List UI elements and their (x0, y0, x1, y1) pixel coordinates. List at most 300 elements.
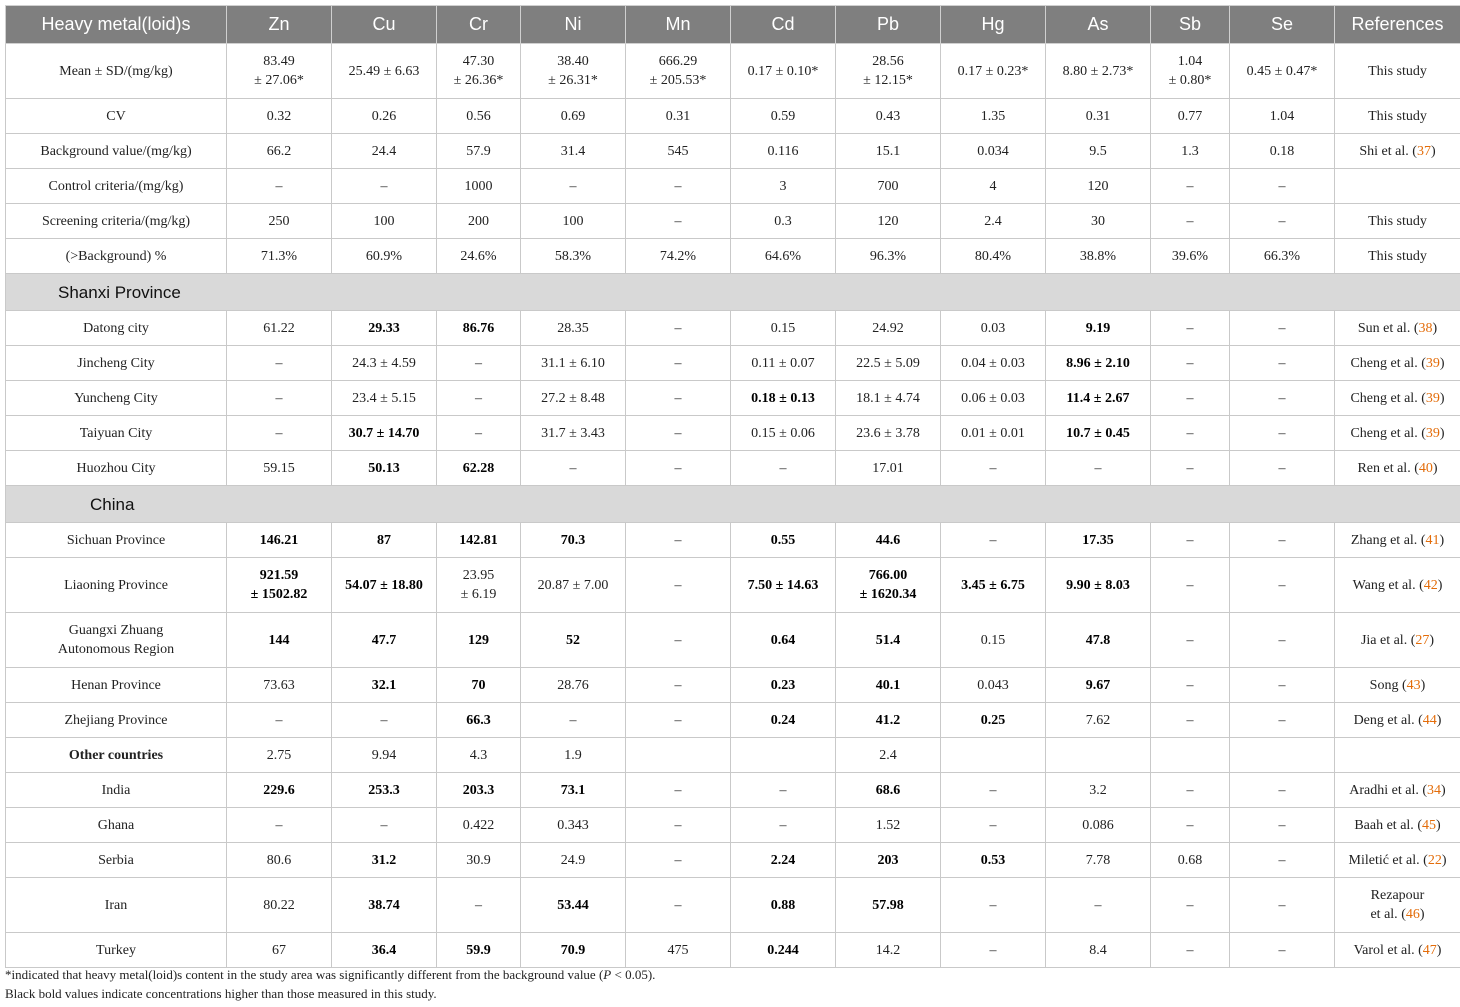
reference-cell: Aradhi et al. (34) (1335, 773, 1460, 808)
value-cell: 73.1 (521, 773, 626, 808)
row-label: India (6, 773, 227, 808)
value-cell: – (1046, 451, 1151, 486)
value-cell: 0.034 (941, 134, 1046, 169)
value-cell: 28.35 (521, 311, 626, 346)
value-cell: 31.7 ± 3.43 (521, 416, 626, 451)
table-row (6, 134, 1460, 169)
value-cell: 100 (521, 204, 626, 239)
value-cell: 0.32 (227, 99, 332, 134)
value-cell: 1000 (437, 169, 521, 204)
value-cell: 86.76 (437, 311, 521, 346)
value-cell: 62.28 (437, 451, 521, 486)
reference-link[interactable]: 34 (1427, 782, 1442, 798)
value-cell: 0.244 (731, 933, 836, 968)
value-cell: 4.3 (437, 738, 521, 773)
value-cell: – (521, 451, 626, 486)
value-cell: 0.55 (731, 523, 836, 558)
reference-cell: This study (1335, 99, 1460, 134)
value-cell: – (1151, 668, 1230, 703)
value-cell: – (1230, 346, 1335, 381)
reference-author: Deng et al. (1353, 712, 1415, 728)
value-cell: 18.1 ± 4.74 (836, 381, 941, 416)
value-cell: 24.92 (836, 311, 941, 346)
value-cell: 53.44 (521, 878, 626, 933)
value-cell: – (227, 346, 332, 381)
table-row (6, 416, 1460, 451)
footnote-significance: *indicated that heavy metal(loid)s content in the study area was significantly different from the background value (P < 0.05). (5, 967, 656, 982)
value-cell: – (941, 773, 1046, 808)
row-label: Serbia (6, 843, 227, 878)
value-cell: 70.9 (521, 933, 626, 968)
value-cell: 203 (836, 843, 941, 878)
row-label: Huozhou City (6, 451, 227, 486)
value-cell: – (1151, 381, 1230, 416)
value-cell: – (941, 523, 1046, 558)
value-cell: 129 (437, 613, 521, 668)
value-cell: 0.23 (731, 668, 836, 703)
row-label: CV (6, 99, 227, 134)
value-cell: 23.95 ± 6.19 (437, 558, 521, 613)
value-cell: 9.19 (1046, 311, 1151, 346)
value-cell: 28.76 (521, 668, 626, 703)
value-cell: 80.6 (227, 843, 332, 878)
row-label: Henan Province (6, 668, 227, 703)
value-cell: – (227, 169, 332, 204)
value-cell: – (941, 933, 1046, 968)
value-cell: 28.56 ± 12.15* (836, 44, 941, 99)
reference-link[interactable]: 37 (1416, 143, 1431, 159)
value-cell: – (1151, 558, 1230, 613)
value-cell: 74.2% (626, 239, 731, 274)
value-cell: 250 (227, 204, 332, 239)
value-cell: – (731, 808, 836, 843)
reference-cell: Deng et al. (44) (1335, 703, 1460, 738)
value-cell: – (1230, 613, 1335, 668)
value-cell: 0.422 (437, 808, 521, 843)
value-cell: 0.343 (521, 808, 626, 843)
table-row (6, 451, 1460, 486)
row-label: Guangxi Zhuang Autonomous Region (6, 613, 227, 668)
reference-author: Sun et al. (1357, 320, 1411, 336)
value-cell: 0.17 ± 0.23* (941, 44, 1046, 99)
value-cell: 9.67 (1046, 668, 1151, 703)
header-cell: Sb (1151, 6, 1230, 44)
value-cell: 0.53 (941, 843, 1046, 878)
value-cell: 80.22 (227, 878, 332, 933)
table-row (6, 703, 1460, 738)
metal-comparison-table-container (5, 5, 1455, 968)
value-cell: 0.15 ± 0.06 (731, 416, 836, 451)
value-cell: – (521, 169, 626, 204)
value-cell: 0.56 (437, 99, 521, 134)
reference-author: Shi et al. (1359, 143, 1409, 159)
value-cell: 17.01 (836, 451, 941, 486)
value-cell: 14.2 (836, 933, 941, 968)
value-cell: – (626, 613, 731, 668)
value-cell: 3 (731, 169, 836, 204)
value-cell: 0.59 (731, 99, 836, 134)
value-cell: – (626, 773, 731, 808)
value-cell: – (1151, 933, 1230, 968)
reference-cell: Miletić et al. (22) (1335, 843, 1460, 878)
reference-link[interactable]: 40 (1418, 460, 1433, 476)
table-body (6, 44, 1460, 968)
value-cell: 0.15 (731, 311, 836, 346)
reference-author: Baah et al. (1354, 817, 1414, 833)
value-cell: 47.30 ± 26.36* (437, 44, 521, 99)
value-cell: – (1230, 878, 1335, 933)
row-label: Iran (6, 878, 227, 933)
value-cell: – (1230, 558, 1335, 613)
value-cell: – (1151, 808, 1230, 843)
value-cell: – (1230, 668, 1335, 703)
reference-link[interactable]: 39 (1425, 355, 1440, 371)
value-cell: 31.4 (521, 134, 626, 169)
value-cell: 120 (1046, 169, 1151, 204)
reference-author: Cheng et al. (1350, 390, 1418, 406)
value-cell: 10.7 ± 0.45 (1046, 416, 1151, 451)
table-footnotes (5, 965, 1455, 1003)
value-cell: 1.04 (1230, 99, 1335, 134)
value-cell: 2.4 (941, 204, 1046, 239)
value-cell: 0.15 (941, 613, 1046, 668)
value-cell: 766.00 ± 1620.34 (836, 558, 941, 613)
value-cell: 30.9 (437, 843, 521, 878)
table-row (6, 523, 1460, 558)
value-cell: – (626, 703, 731, 738)
value-cell: 47.8 (1046, 613, 1151, 668)
value-cell: 54.07 ± 18.80 (332, 558, 437, 613)
value-cell: – (1230, 311, 1335, 346)
row-label: Jincheng City (6, 346, 227, 381)
value-cell (1230, 738, 1335, 773)
value-cell: 0.06 ± 0.03 (941, 381, 1046, 416)
value-cell: 57.9 (437, 134, 521, 169)
table-row (6, 738, 1460, 773)
value-cell: 24.9 (521, 843, 626, 878)
reference-link[interactable]: 41 (1425, 532, 1440, 548)
value-cell: 64.6% (731, 239, 836, 274)
header-cell: Se (1230, 6, 1335, 44)
value-cell: – (941, 808, 1046, 843)
reference-author: Miletić et al. (1348, 852, 1420, 868)
value-cell: – (1151, 311, 1230, 346)
reference-cell: Cheng et al. (39) (1335, 416, 1460, 451)
value-cell: – (1151, 169, 1230, 204)
value-cell: – (1151, 523, 1230, 558)
row-label: Control criteria/(mg/kg) (6, 169, 227, 204)
value-cell: 59.15 (227, 451, 332, 486)
value-cell: – (1230, 381, 1335, 416)
value-cell: 61.22 (227, 311, 332, 346)
value-cell: 142.81 (437, 523, 521, 558)
reference-cell: Jia et al. (27) (1335, 613, 1460, 668)
value-cell: – (227, 416, 332, 451)
value-cell: – (1151, 878, 1230, 933)
reference-cell: Zhang et al. (41) (1335, 523, 1460, 558)
value-cell: 27.2 ± 8.48 (521, 381, 626, 416)
table-row (6, 44, 1460, 99)
value-cell: – (1230, 204, 1335, 239)
value-cell: – (626, 381, 731, 416)
value-cell: 25.49 ± 6.63 (332, 44, 437, 99)
table-row (6, 773, 1460, 808)
value-cell: 1.3 (1151, 134, 1230, 169)
table-row (6, 843, 1460, 878)
value-cell: 17.35 (1046, 523, 1151, 558)
reference-author: Varol et al. (1353, 942, 1415, 958)
reference-link[interactable]: 44 (1422, 712, 1437, 728)
reference-cell: This study (1335, 44, 1460, 99)
value-cell: 32.1 (332, 668, 437, 703)
value-cell: 73.63 (227, 668, 332, 703)
value-cell: 1.04 ± 0.80* (1151, 44, 1230, 99)
value-cell: 71.3% (227, 239, 332, 274)
value-cell: 11.4 ± 2.67 (1046, 381, 1151, 416)
value-cell: 0.116 (731, 134, 836, 169)
value-cell: 24.3 ± 4.59 (332, 346, 437, 381)
value-cell: – (626, 808, 731, 843)
value-cell: 9.94 (332, 738, 437, 773)
row-label: Yuncheng City (6, 381, 227, 416)
row-label: Zhejiang Province (6, 703, 227, 738)
value-cell: 8.4 (1046, 933, 1151, 968)
value-cell: 9.5 (1046, 134, 1151, 169)
reference-link[interactable]: 42 (1423, 577, 1438, 593)
value-cell: 70 (437, 668, 521, 703)
value-cell: 68.6 (836, 773, 941, 808)
value-cell: 40.1 (836, 668, 941, 703)
value-cell: – (437, 381, 521, 416)
reference-author: Wang et al. (1352, 577, 1416, 593)
value-cell: 36.4 (332, 933, 437, 968)
value-cell: – (731, 451, 836, 486)
value-cell: 203.3 (437, 773, 521, 808)
table-row (6, 204, 1460, 239)
reference-link[interactable]: 38 (1418, 320, 1433, 336)
header-cell: Zn (227, 6, 332, 44)
value-cell: 229.6 (227, 773, 332, 808)
value-cell: – (626, 451, 731, 486)
value-cell: – (332, 169, 437, 204)
reference-cell: Ren et al. (40) (1335, 451, 1460, 486)
value-cell: – (1151, 451, 1230, 486)
value-cell: 0.26 (332, 99, 437, 134)
value-cell: 31.2 (332, 843, 437, 878)
value-cell: 1.9 (521, 738, 626, 773)
value-cell: 1.35 (941, 99, 1046, 134)
reference-cell: This study (1335, 204, 1460, 239)
value-cell: 0.18 ± 0.13 (731, 381, 836, 416)
value-cell: 2.75 (227, 738, 332, 773)
value-cell: – (1230, 416, 1335, 451)
value-cell: 44.6 (836, 523, 941, 558)
value-cell: 51.4 (836, 613, 941, 668)
reference-cell: Varol et al. (47) (1335, 933, 1460, 968)
reference-link[interactable]: 39 (1425, 425, 1440, 441)
value-cell: 0.25 (941, 703, 1046, 738)
value-cell: 66.3% (1230, 239, 1335, 274)
value-cell: – (1230, 703, 1335, 738)
value-cell: 4 (941, 169, 1046, 204)
reference-author: Jia et al. (1360, 632, 1408, 648)
reference-link[interactable]: 22 (1427, 852, 1442, 868)
value-cell: 20.87 ± 7.00 (521, 558, 626, 613)
value-cell: 253.3 (332, 773, 437, 808)
row-label: Datong city (6, 311, 227, 346)
value-cell: – (227, 808, 332, 843)
row-label: Other countries (6, 738, 227, 773)
value-cell: – (626, 843, 731, 878)
reference-cell: Rezapour et al. (46) (1335, 878, 1460, 933)
row-label: Liaoning Province (6, 558, 227, 613)
value-cell: 87 (332, 523, 437, 558)
value-cell: 0.17 ± 0.10* (731, 44, 836, 99)
table-row (6, 169, 1460, 204)
value-cell: – (227, 703, 332, 738)
value-cell: 0.64 (731, 613, 836, 668)
value-cell: 8.96 ± 2.10 (1046, 346, 1151, 381)
value-cell: 921.59 ± 1502.82 (227, 558, 332, 613)
reference-cell: Cheng et al. (39) (1335, 346, 1460, 381)
value-cell: 3.45 ± 6.75 (941, 558, 1046, 613)
value-cell: 7.62 (1046, 703, 1151, 738)
value-cell: 8.80 ± 2.73* (1046, 44, 1151, 99)
row-label: Background value/(mg/kg) (6, 134, 227, 169)
reference-cell: Shi et al. (37) (1335, 134, 1460, 169)
value-cell: 0.45 ± 0.47* (1230, 44, 1335, 99)
reference-link[interactable]: 45 (1421, 817, 1436, 833)
value-cell: – (1230, 523, 1335, 558)
value-cell: 80.4% (941, 239, 1046, 274)
reference-link[interactable]: 47 (1422, 942, 1437, 958)
reference-cell: Song (43) (1335, 668, 1460, 703)
value-cell: – (626, 169, 731, 204)
value-cell: 66.2 (227, 134, 332, 169)
value-cell: – (626, 558, 731, 613)
value-cell: – (1230, 843, 1335, 878)
value-cell: – (626, 204, 731, 239)
value-cell: – (1230, 808, 1335, 843)
reference-link[interactable]: 43 (1406, 677, 1421, 693)
table-row (6, 668, 1460, 703)
section-label: China (6, 486, 1460, 523)
value-cell: 24.6% (437, 239, 521, 274)
table-row (6, 346, 1460, 381)
value-cell: – (227, 381, 332, 416)
reference-author: Cheng et al. (1350, 355, 1418, 371)
reference-author: Ren et al. (1357, 460, 1411, 476)
value-cell: – (1230, 773, 1335, 808)
value-cell: 38.74 (332, 878, 437, 933)
value-cell: 2.4 (836, 738, 941, 773)
footnote-bold-values: Black bold values indicate concentrations higher than those measured in this study. (5, 986, 437, 1001)
value-cell: 0.77 (1151, 99, 1230, 134)
value-cell: 70.3 (521, 523, 626, 558)
value-cell: – (626, 346, 731, 381)
value-cell: 7.78 (1046, 843, 1151, 878)
value-cell: 0.31 (626, 99, 731, 134)
value-cell: – (1046, 878, 1151, 933)
value-cell: 83.49 ± 27.06* (227, 44, 332, 99)
value-cell: 9.90 ± 8.03 (1046, 558, 1151, 613)
header-cell: Pb (836, 6, 941, 44)
value-cell: 41.2 (836, 703, 941, 738)
header-cell: References (1335, 6, 1460, 44)
value-cell: 0.086 (1046, 808, 1151, 843)
table-header-row (6, 6, 1460, 44)
header-cell: As (1046, 6, 1151, 44)
value-cell: 700 (836, 169, 941, 204)
header-cell: Ni (521, 6, 626, 44)
value-cell (1046, 738, 1151, 773)
reference-link[interactable]: 46 (1405, 907, 1420, 922)
reference-link[interactable]: 39 (1425, 390, 1440, 406)
header-cell: Cd (731, 6, 836, 44)
value-cell: 59.9 (437, 933, 521, 968)
value-cell: – (626, 523, 731, 558)
value-cell: – (731, 773, 836, 808)
value-cell (941, 738, 1046, 773)
header-cell: Cu (332, 6, 437, 44)
value-cell: – (332, 808, 437, 843)
value-cell: 0.69 (521, 99, 626, 134)
value-cell: 0.01 ± 0.01 (941, 416, 1046, 451)
reference-cell: Wang et al. (42) (1335, 558, 1460, 613)
reference-author: Zhang et al. (1350, 532, 1418, 548)
value-cell: – (941, 878, 1046, 933)
header-cell: Hg (941, 6, 1046, 44)
reference-author: Rezapour et al. (1370, 888, 1425, 922)
value-cell: 120 (836, 204, 941, 239)
table-row (6, 878, 1460, 933)
value-cell: – (1151, 346, 1230, 381)
value-cell: 96.3% (836, 239, 941, 274)
value-cell: 0.43 (836, 99, 941, 134)
value-cell: 58.3% (521, 239, 626, 274)
reference-author: Cheng et al. (1350, 425, 1418, 441)
reference-link[interactable]: 27 (1415, 632, 1430, 648)
section-label: Shanxi Province (6, 274, 1460, 311)
value-cell: – (626, 878, 731, 933)
value-cell: – (437, 878, 521, 933)
value-cell: 2.24 (731, 843, 836, 878)
value-cell: 7.50 ± 14.63 (731, 558, 836, 613)
value-cell: 475 (626, 933, 731, 968)
row-label: Screening criteria/(mg/kg) (6, 204, 227, 239)
metal-comparison-table (5, 5, 1460, 968)
value-cell: 15.1 (836, 134, 941, 169)
value-cell: – (1151, 204, 1230, 239)
row-label: Mean ± SD/(mg/kg) (6, 44, 227, 99)
value-cell: – (332, 703, 437, 738)
value-cell: – (1151, 773, 1230, 808)
value-cell: 29.33 (332, 311, 437, 346)
section-header-row (6, 486, 1460, 523)
value-cell: 200 (437, 204, 521, 239)
value-cell: 39.6% (1151, 239, 1230, 274)
header-cell: Cr (437, 6, 521, 44)
value-cell: 545 (626, 134, 731, 169)
value-cell: 52 (521, 613, 626, 668)
table-row (6, 381, 1460, 416)
value-cell: 31.1 ± 6.10 (521, 346, 626, 381)
reference-author: Aradhi et al. (1349, 782, 1419, 798)
row-label: Ghana (6, 808, 227, 843)
value-cell: – (1151, 416, 1230, 451)
value-cell: 146.21 (227, 523, 332, 558)
value-cell: – (437, 346, 521, 381)
